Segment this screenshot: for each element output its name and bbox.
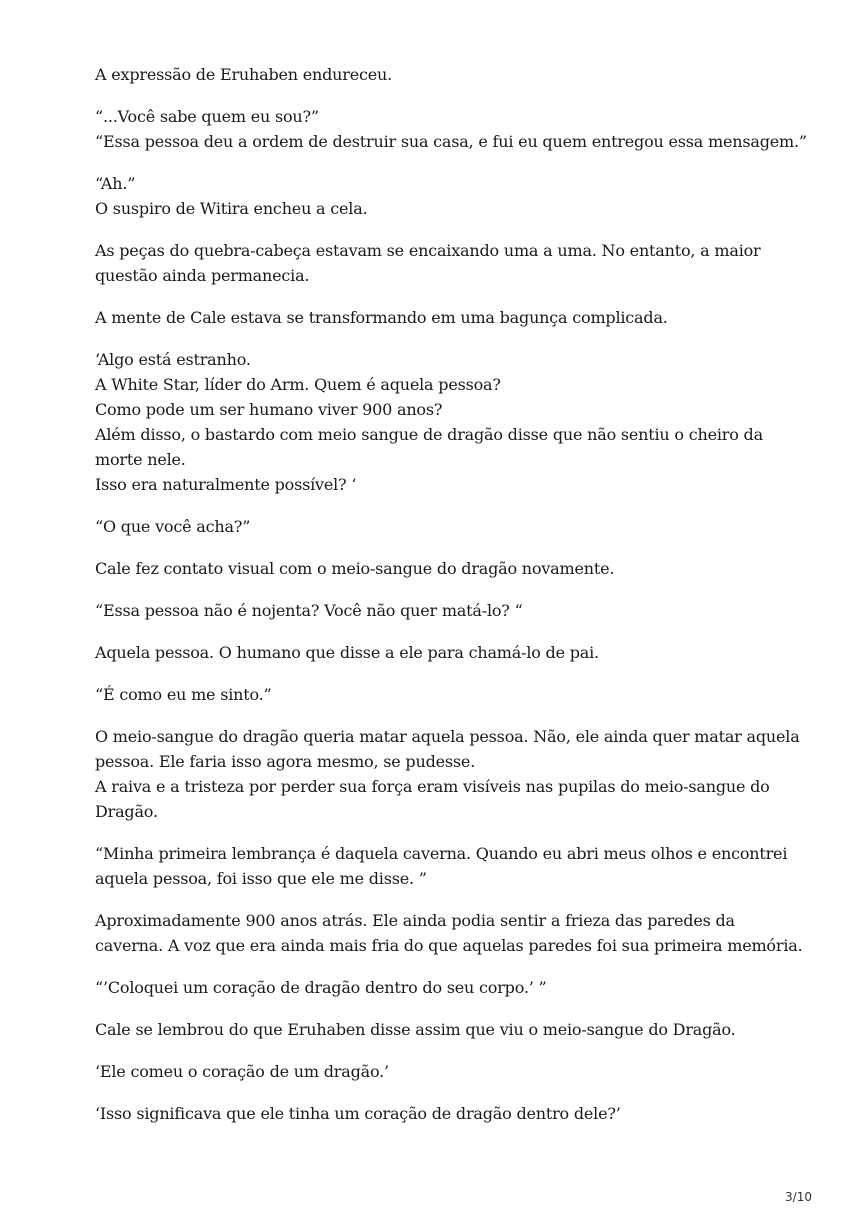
- paragraph: [95, 171, 785, 221]
- text-line: “Ah.”: [95, 174, 136, 193]
- text-line: Como pode um ser humano viver 900 anos?: [95, 400, 443, 419]
- paragraph: [95, 640, 785, 665]
- text-line: “O que você acha?”: [95, 517, 251, 536]
- text-line: ‘Isso significava que ele tinha um coração de dragão dentro dele?’: [95, 1104, 621, 1123]
- text-line: morte nele.: [95, 450, 186, 469]
- paragraph: [95, 1101, 785, 1126]
- paragraph: [95, 598, 785, 623]
- text-line: “É como eu me sinto.”: [95, 685, 272, 704]
- text-line: “Essa pessoa deu a ordem de destruir sua casa, e fui eu quem entregou essa mensagem.”: [95, 132, 807, 151]
- text-line: Aproximadamente 900 anos atrás. Ele ainda podia sentir a frieza das paredes da: [95, 911, 735, 930]
- text-line: Aquela pessoa. O humano que disse a ele para chamá-lo de pai.: [95, 643, 599, 662]
- paragraph: [95, 975, 785, 1000]
- text-line: A mente de Cale estava se transformando em uma bagunça complicada.: [95, 308, 668, 327]
- text-line: As peças do quebra-cabeça estavam se encaixando uma a uma. No entanto, a maior: [95, 241, 761, 260]
- text-line: Isso era naturalmente possível? ‘: [95, 475, 357, 494]
- paragraph: [95, 724, 800, 824]
- paragraph: [95, 556, 785, 581]
- text-line: Dragão.: [95, 802, 158, 821]
- paragraph: [95, 305, 785, 330]
- text-line: A White Star, líder do Arm. Quem é aquela pessoa?: [95, 375, 501, 394]
- paragraph: [95, 1017, 785, 1042]
- text-line: O meio-sangue do dragão queria matar aquela pessoa. Não, ele ainda quer matar aquela: [95, 727, 800, 746]
- text-line: O suspiro de Witira encheu a cela.: [95, 199, 368, 218]
- paragraph: [95, 347, 785, 497]
- paragraph: [95, 514, 785, 539]
- text-line: ‘Ele comeu o coração de um dragão.’: [95, 1062, 389, 1081]
- paragraph: [95, 682, 785, 707]
- text-line: A raiva e a tristeza por perder sua força eram visíveis nas pupilas do meio-sangue do: [95, 777, 770, 796]
- paragraph: [95, 1059, 785, 1084]
- text-line: “Essa pessoa não é nojenta? Você não quer matá-lo? “: [95, 601, 523, 620]
- paragraph: [95, 238, 785, 288]
- text-line: A expressão de Eruhaben endureceu.: [95, 65, 393, 84]
- document-body: [95, 62, 807, 1143]
- text-line: pessoa. Ele faria isso agora mesmo, se pudesse.: [95, 752, 476, 771]
- text-line: questão ainda permanecia.: [95, 266, 310, 285]
- text-line: ‘Algo está estranho.: [95, 350, 251, 369]
- page-number: 3/10: [785, 1190, 812, 1204]
- text-line: caverna. A voz que era ainda mais fria do que aquelas paredes foi sua primeira memória.: [95, 936, 803, 955]
- text-line: “Minha primeira lembrança é daquela caverna. Quando eu abri meus olhos e encontrei: [95, 844, 788, 863]
- paragraph: [95, 841, 788, 891]
- text-line: Além disso, o bastardo com meio sangue de dragão disse que não sentiu o cheiro da: [95, 425, 763, 444]
- text-line: aquela pessoa, foi isso que ele me disse. ”: [95, 869, 427, 888]
- paragraph: [95, 908, 803, 958]
- text-line: “’Coloquei um coração de dragão dentro do seu corpo.’ ”: [95, 978, 547, 997]
- text-line: “...Você sabe quem eu sou?”: [95, 107, 319, 126]
- text-line: Cale se lembrou do que Eruhaben disse assim que viu o meio-sangue do Dragão.: [95, 1020, 736, 1039]
- paragraph: [95, 104, 807, 154]
- text-line: Cale fez contato visual com o meio-sangue do dragão novamente.: [95, 559, 615, 578]
- paragraph: [95, 62, 785, 87]
